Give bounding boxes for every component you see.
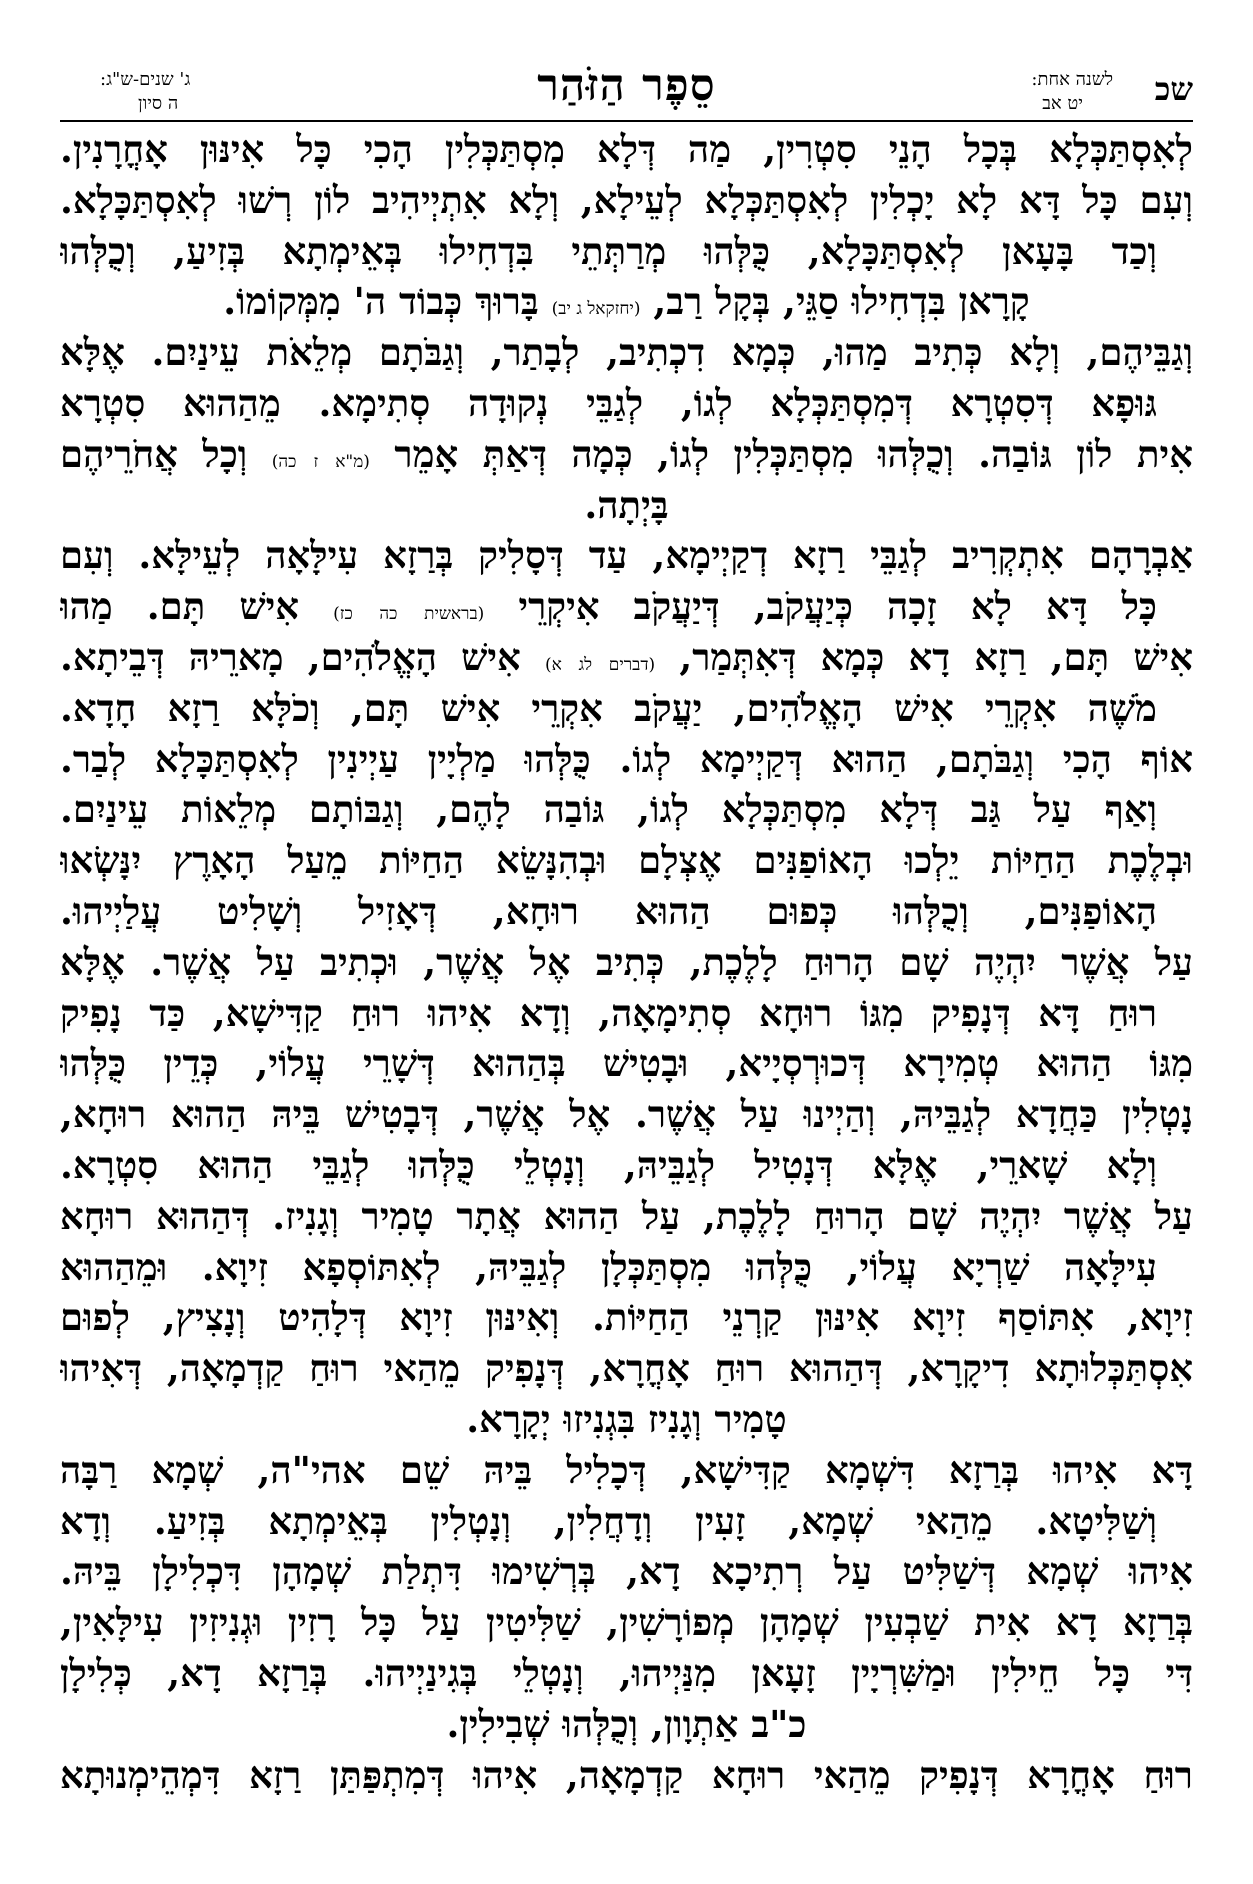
line-text: נָטְלִין כַּחֲדָא לְגַבֵּיהּ, וְהַיְינוּ עַל אֲשֶׁר. אֶל אֲשֶׁר, דְּבָטִישׁ בֵּיהּ הַהוּא רוּחָא, bbox=[60, 1092, 1193, 1137]
line-text: וְעִם כָּל דָּא לָא יָכְלִין לְאִסְתַּכְּלָא לְעֵילָא, וְלָא אִתְיְיהִיב לוֹן רְשׁוּ לְאִסְתַּכָּלָא. bbox=[60, 177, 1193, 222]
text-line bbox=[60, 327, 1193, 378]
line-text: וּבְלֶכֶת הַחַיּוֹת יֵלְכוּ הָאוֹפַנִּים אֶצְלָם וּבְהִנָּשֵׂא הַחַיּוֹת מֵעַל הָאָרֶץ יִנָּשְׂאוּ bbox=[60, 838, 1193, 883]
line-text: כָּל דָּא לָא זָכָה כְּיַעֲקֹב, דְּיַעֲקֹב אִיקְרֵי bbox=[484, 584, 1157, 629]
text-line bbox=[60, 124, 1193, 175]
running-header bbox=[60, 60, 1193, 122]
text-line bbox=[60, 784, 1193, 835]
text-line bbox=[60, 1546, 1193, 1597]
line-text: וְכַד בָּעָאן לְאִסְתַּכָּלָא, כֻּלְּהוּ מְרַתְּתֵי בִּדְחִילוּ בְּאֵימְתָא בְּזִיעַ, וְכֻלְּהוּ bbox=[60, 228, 1157, 273]
header-right-line1: לשנה אחת: bbox=[1031, 69, 1113, 90]
header-left-line2: ה סיון bbox=[138, 93, 179, 114]
text-line bbox=[60, 835, 1193, 886]
text-line bbox=[60, 480, 1193, 531]
line-text: אִיהוּ שְׁמָא דְּשַׁלִּיט עַל רְתִיכָא דָא, בְּרְשִׁימוּ דִּתְלַת שְׁמָהָן דִּכְלִילָן בֵּיהּ. bbox=[60, 1549, 1193, 1594]
line-text: הָאוֹפַנִּים, וְכֻלְּהוּ כְּפוּם הַהוּא רוּחָא, דְּאָזִיל וְשָׁלִיט עֲלַיְיהוּ. bbox=[60, 888, 1157, 933]
line-text: קָרָאן בִּדְחִילוּ סַגֵּי, בְּקָל רַב, bbox=[640, 279, 1030, 324]
line-text: גּוּפָא דְּסִטְרָא דְּמִסְתַּכְּלָא לְגוֹ, לְגַבֵּי נְקוּדָה סְתִימָא. מֵהַהוּא סִטְרָא bbox=[60, 380, 1157, 425]
text-line bbox=[60, 1394, 1193, 1445]
line-text: עִילָּאָה שַׁרְיָא עֲלוֹי, כֻּלְּהוּ מִסְתַּכְּלָן לְגַבֵּיהּ, לְאִתּוֹסְפָא זִיוָא. וּמֵהַהוּא bbox=[60, 1244, 1157, 1289]
header-right-line2: יט אב bbox=[1042, 93, 1083, 114]
text-line bbox=[60, 1496, 1193, 1547]
text-line bbox=[60, 1038, 1193, 1089]
page-number: שכ bbox=[1154, 70, 1193, 108]
text-line bbox=[60, 1750, 1193, 1801]
text-line bbox=[60, 429, 1193, 480]
text-line bbox=[60, 1140, 1193, 1191]
scripture-reference: (דברים לג א) bbox=[544, 654, 656, 675]
text-line bbox=[60, 937, 1193, 988]
line-text: וְגַבֵּיהֶם, וְלָא כְּתִיב מַהוּ, כְּמָא דִכְתִיב, לְבָתַר, וְגַבֹּתָם מְלֵאֹת עֵינַיִם. אֶלָּא bbox=[60, 330, 1193, 375]
line-text: טָמִיר וְגָנִיז בִּגְנִיזוּ יְקָרָא. bbox=[466, 1396, 787, 1441]
line-text: כ"ב אַתְוָון, וְכֻלְּהוּ שְׁבִילִין. bbox=[446, 1701, 807, 1746]
text-line bbox=[60, 175, 1193, 226]
text-line bbox=[60, 1648, 1193, 1699]
book-title: סֵפֶר הַזֹּהַר bbox=[537, 60, 716, 111]
line-text: דָּא אִיהוּ בְּרַזָא דִּשְׁמָא קַדִּישָׁא, דְּכָלִיל בֵּיהּ שֵׁם אהי"ה, שְׁמָא רַבָּה bbox=[60, 1447, 1193, 1492]
page bbox=[60, 0, 1193, 1884]
header-left-line1: ג' שנים-ש"ג: bbox=[100, 69, 191, 90]
line-text: אִית לוֹן גּוֹבַה. וְכֻלְּהוּ מִסְתַּכְּלִין לְגוֹ, כְּמָה דְּאַתְּ אָמֵר bbox=[369, 431, 1193, 476]
text-line bbox=[60, 1343, 1193, 1394]
text-line bbox=[60, 734, 1193, 785]
line-text: אוֹף הָכִי וְגַבֹּתָם, הַהוּא דְּקַיְימָא לְגוֹ. כֻּלְּהוּ מַלְיָין עַיְינִין לְאִסְתַּכָּלָא לְבַר. bbox=[60, 736, 1193, 781]
header-rule bbox=[60, 120, 1193, 122]
text-line bbox=[60, 1191, 1193, 1242]
line-text: עַל אֲשֶׁר יִהְיֶה שָׁם הָרוּחַ לָלֶכֶת, עַל הַהוּא אֲתָר טָמִיר וְגָנִיז. דְּהַהוּא רוּחָא bbox=[60, 1193, 1193, 1238]
text-line bbox=[60, 1699, 1193, 1750]
scripture-reference: (בראשית כה כז) bbox=[333, 604, 485, 625]
line-text: וְאַף עַל גַּב דְּלָא מִסְתַּכְּלָא לְגוֹ, גּוֹבַה לָהֶם, וְגַבּוֹתָם מְלֵאוֹת עֵינַיִם. bbox=[60, 787, 1157, 832]
line-text: וְשַׁלִּיטָא. מֵהַאי שְׁמָא, זָעִין וְדָחֲלִין, וְנָטְלִין בְּאֵימְתָא בְּזִיעַ. וְדָא bbox=[60, 1498, 1157, 1543]
line-text: בָּיְתָה. bbox=[584, 482, 669, 527]
text-line bbox=[60, 530, 1193, 581]
line-text-continued: בָּרוּךְ כְּבוֹד ה' מִמְּקוֹמוֹ. bbox=[223, 279, 552, 324]
line-text: אִסְתַּכְּלוּתָא דִיקָרָא, דְּהַהוּא רוּחַ אָחֳרָא, דְּנָפִיק מֵהַאי רוּחַ קַדְמָאָה, דְּאִיהוּ bbox=[60, 1346, 1193, 1391]
line-text: דִּי כָּל חֵילִין וּמַשִּׁרְיָין זָעָאן מִנַּיְיהוּ, וְנָטְלֵי בְּגִינַיְיהוּ. בְּרַזָא דָא, כְּלִילָן bbox=[60, 1650, 1193, 1695]
line-text-continued: וְכָל אֲחֹרֵיהֶם bbox=[60, 431, 272, 476]
text-line bbox=[60, 632, 1193, 683]
header-left-note bbox=[100, 68, 190, 116]
line-text: אַבְרָהָם אִתְקְרִיב לְגַבֵּי רַזָא דְקַיְימָא, עַד דְּסָלִיק בְּרַזָא עִילָּאָה לְעֵילָּא. וְעִם bbox=[60, 533, 1193, 578]
text-line bbox=[60, 378, 1193, 429]
line-text: מִגּוֹ הַהוּא טְמִירָא דְּכוּרְסְיָיא, וּבָטִישׁ בְּהַהוּא דְּשָׁרֵי עֲלוֹי, כְּדֵין כֻּלְּהוּ bbox=[60, 1041, 1193, 1086]
line-text: רוּחַ דָּא דְּנָפִיק מִגּוֹ רוּחָא סְתִימָאָה, וְדָא אִיהוּ רוּחַ קַדִּישָׁא, כַּד נָפִיק bbox=[60, 990, 1157, 1035]
text-line bbox=[60, 683, 1193, 734]
text-line bbox=[60, 1597, 1193, 1648]
text-line bbox=[60, 581, 1193, 632]
line-text: עַל אֲשֶׁר יִהְיֶה שָׁם הָרוּחַ לָלֶכֶת, כְּתִיב אֶל אֲשֶׁר, וּכְתִיב עַל אֲשֶׁר. אֶלָּא bbox=[60, 939, 1193, 984]
line-text: לְאִסְתַּכְּלָא בְּכָל הָנֵי סִטְרִין, מַה דְּלָא מִסְתַּכְּלִין הָכִי כָּל אִינּוּן אָחֳרָנִין. bbox=[60, 127, 1193, 171]
text-line bbox=[60, 1445, 1193, 1496]
line-text: וְלָא שָׁארֵי, אֶלָּא דְּנָטִיל לְגַבֵּיהּ, וְנָטְלֵי כֻּלְּהוּ לְגַבֵּי הַהוּא סִטְרָא. bbox=[60, 1142, 1157, 1187]
line-text: זִיוָא, אִתּוֹסַף זִיוָא אִינּוּן קַרְנֵי הַחַיּוֹת. וְאִינּוּן זִיוָא דְּלָהִיט וְנָצִיץ, לְפוּם bbox=[60, 1295, 1193, 1340]
line-text: בְּרַזָא דָא אִית שַׁבְעִין שְׁמָהָן מְפוֹרָשִׁין, שַׁלִּיטִין עַל כָּל רָזִין וּגְנִיזִין עִילָּאִין, bbox=[60, 1600, 1193, 1645]
line-text: מֹשֶׁה אִקְרֵי אִישׁ הָאֱלֹהִים, יַעֲקֹב אִקְרֵי אִישׁ תָּם, וְכֹלָּא רַזָא חָדָא. bbox=[60, 685, 1157, 730]
text-line bbox=[60, 1242, 1193, 1293]
text-line bbox=[60, 276, 1193, 327]
line-text: רוּחַ אָחֳרָא דְּנָפִיק מֵהַאי רוּחָא קַדְמָאָה, אִיהוּ דְּמִתְפַּתַּן רַזָא דִּמְהֵימְנוּתָא bbox=[60, 1752, 1193, 1797]
line-text-continued: אִישׁ הָאֱלֹהִים, מָארֵיהּ דְּבֵיתָא. bbox=[60, 634, 545, 679]
text-line bbox=[60, 988, 1193, 1039]
scripture-reference: (יחזקאל ג יב) bbox=[551, 299, 641, 320]
text-line bbox=[60, 1089, 1193, 1140]
scripture-reference: (מ"א ז כה) bbox=[271, 451, 370, 472]
line-text-continued: אִישׁ תָּם. מַהוּ bbox=[60, 584, 334, 629]
text-line bbox=[60, 886, 1193, 937]
text-line bbox=[60, 1292, 1193, 1343]
line-text: אִישׁ תָּם, רַזָא דָא כְּמָא דְּאִתְּמַר, bbox=[655, 634, 1193, 679]
text-body bbox=[60, 124, 1193, 1800]
text-line bbox=[60, 226, 1193, 277]
